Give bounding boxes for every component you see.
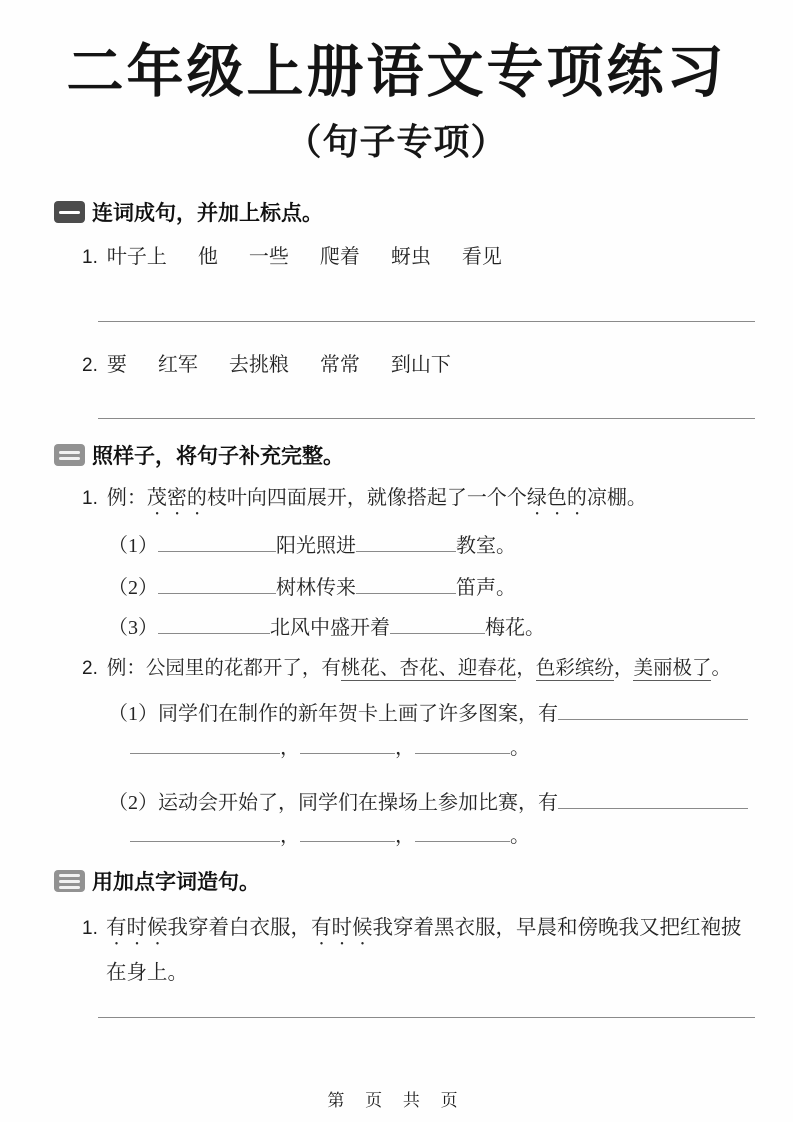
row-text: 笛声。	[456, 577, 516, 599]
section-two-icon	[54, 444, 85, 466]
row-text: 梅花。	[485, 617, 545, 639]
comma: ，	[395, 737, 415, 759]
section-3-title: 用加点字词造句。	[92, 871, 260, 894]
dotted-word: 有时候	[106, 917, 168, 939]
fill-blank	[415, 821, 510, 842]
word: 到山下	[390, 354, 451, 376]
underlined-word: 桃花、杏花、迎春花	[340, 658, 517, 679]
fill-blank	[390, 613, 485, 634]
sentence-text: 我穿着白衣服，	[167, 917, 311, 939]
row-text: 同学们在制作的新年贺卡上画了许多图案，有	[158, 703, 558, 725]
row-text: 阳光照进	[276, 535, 356, 557]
sentence-text: 枝叶向四面展开，就像搭起了一个个	[206, 487, 527, 509]
question-number: 2.	[82, 355, 98, 376]
fill-blank	[300, 821, 395, 842]
example-sentence-2	[82, 654, 731, 684]
fill-blank	[356, 531, 456, 552]
row-text: 运动会开始了，同学们在操场上参加比赛，有	[158, 792, 558, 814]
word: 看见	[461, 246, 502, 268]
question-1-1	[82, 242, 502, 273]
fill-blank	[558, 788, 748, 809]
fill-blank	[415, 733, 510, 754]
section-one-icon	[54, 201, 85, 223]
period: 。	[510, 737, 530, 759]
word: 他	[197, 246, 218, 268]
word: 叶子上	[106, 246, 167, 268]
answer-line	[98, 1003, 755, 1018]
section-2-title: 照样子，将句子补充完整。	[92, 445, 344, 468]
section-2-header	[54, 440, 344, 470]
example-prefix: 例：	[106, 487, 147, 509]
word: 常常	[319, 354, 360, 376]
row-text: 树林传来	[276, 577, 356, 599]
row-text: 北风中盛开着	[270, 617, 390, 639]
word: 一些	[248, 246, 289, 268]
row-text: 教室。	[456, 535, 516, 557]
answer-line	[98, 307, 755, 322]
fill-blank	[158, 531, 276, 552]
word: 要	[106, 354, 127, 376]
example-sentence-1	[82, 483, 647, 520]
dotted-word: 绿色的	[526, 487, 587, 509]
answer-line	[98, 404, 755, 419]
fill-blank	[130, 821, 280, 842]
word: 爬着	[319, 246, 360, 268]
period: 。	[510, 825, 530, 847]
question-number: 1.	[82, 247, 98, 268]
page-title: 二年级上册语文专项练习	[66, 40, 727, 104]
row-label: （3）	[108, 617, 158, 639]
comma: ，	[280, 825, 300, 847]
fill-sentence-row-2	[108, 788, 748, 817]
row-label: （2）	[108, 792, 158, 814]
fill-blank	[158, 573, 276, 594]
section-1-header	[54, 197, 323, 227]
row-label: （1）	[108, 703, 158, 725]
question-number: 2.	[82, 658, 98, 679]
fill-blank	[158, 613, 270, 634]
word: 蚜虫	[390, 246, 431, 268]
section-1-title: 连词成句，并加上标点。	[92, 202, 323, 225]
dotted-word: 茂密的	[146, 487, 207, 509]
continuation-row-2	[130, 821, 530, 848]
question-number: 1.	[82, 918, 98, 939]
row-label: （2）	[108, 577, 158, 599]
fill-row-3	[108, 613, 545, 642]
fill-blank	[130, 733, 280, 754]
row-label: （1）	[108, 535, 158, 557]
comma: ，	[280, 737, 300, 759]
sentence-text: 例：公园里的花都开了，有	[106, 658, 341, 679]
underlined-word: 美丽极了	[633, 658, 712, 679]
period: 。	[711, 658, 731, 679]
comma: ，	[516, 658, 536, 679]
section-three-icon	[54, 870, 85, 892]
fill-blank	[300, 733, 395, 754]
word: 红军	[157, 354, 198, 376]
sentence-text: 我穿着黑衣服，早晨和傍晚我又把红袍披在身上。	[106, 917, 742, 984]
fill-sentence-row-1	[108, 699, 748, 728]
comma: ，	[613, 658, 634, 679]
underlined-word: 色彩缤纷	[535, 658, 614, 679]
fill-row-1	[108, 531, 516, 560]
dotted-word: 有时候	[311, 917, 373, 939]
page-footer: 第 页 共 页	[327, 1091, 466, 1110]
section-3-header	[54, 866, 260, 896]
fill-blank	[356, 573, 456, 594]
comma: ，	[395, 825, 415, 847]
fill-row-2	[108, 573, 516, 602]
page-subtitle: （句子专项）	[285, 121, 508, 162]
question-1-2	[82, 350, 451, 381]
continuation-row-1	[130, 733, 530, 760]
word: 去挑粮	[228, 354, 289, 376]
question-3-1	[82, 906, 750, 996]
question-number: 1.	[82, 488, 98, 509]
fill-blank	[558, 699, 748, 720]
sentence-text: 凉棚。	[586, 487, 647, 509]
